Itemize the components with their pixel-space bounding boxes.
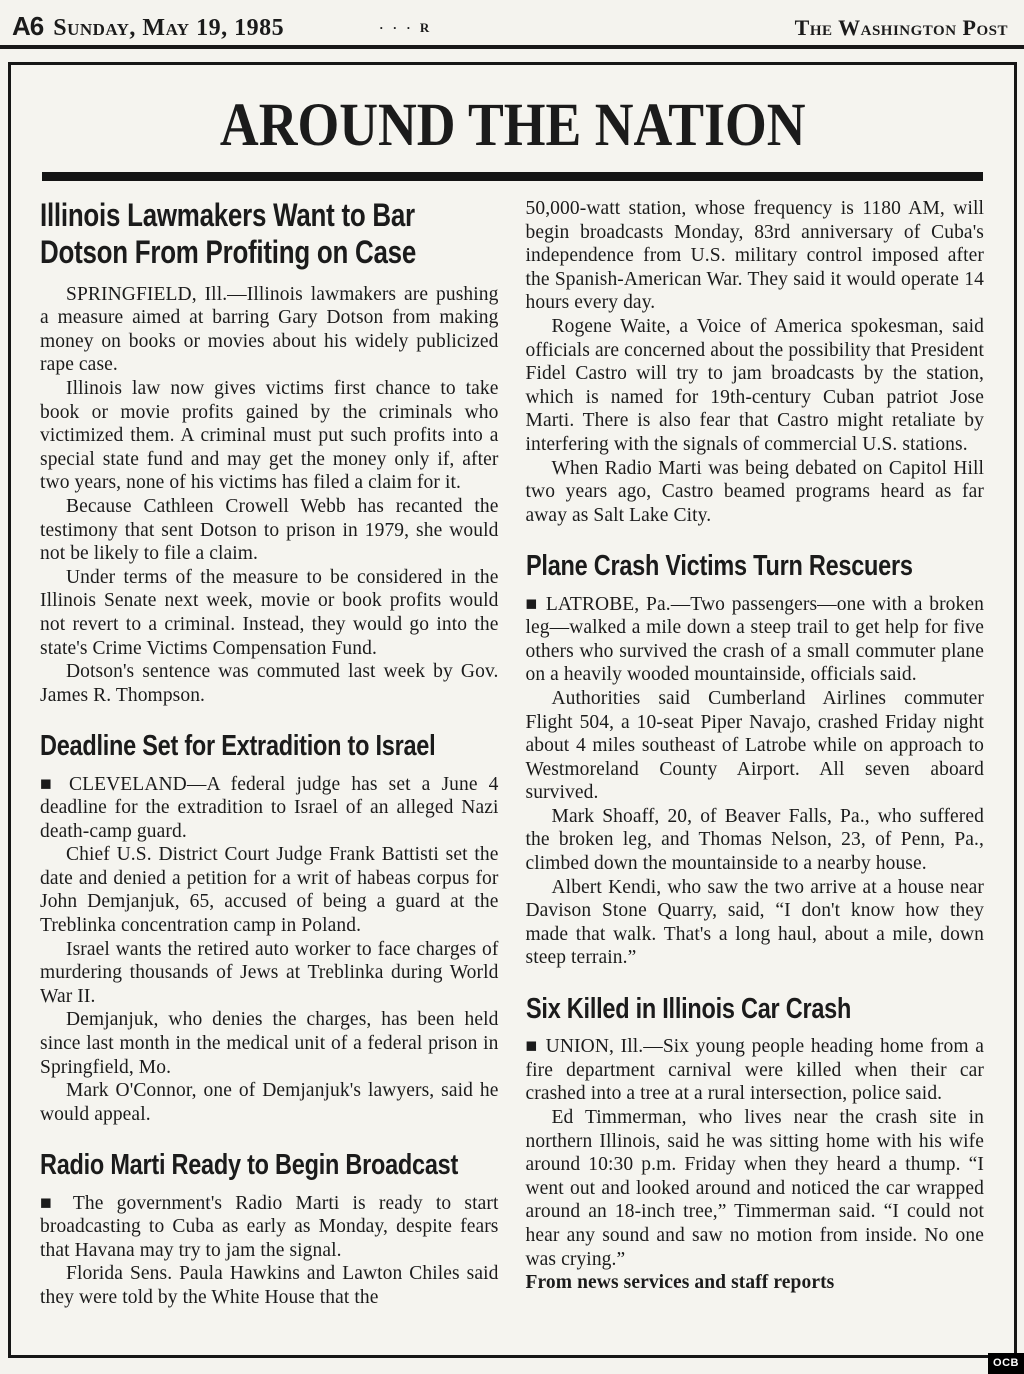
article-headline: Deadline Set for Extradition to Israel [40, 730, 436, 763]
masthead [0, 0, 1024, 42]
article-extradition [40, 729, 499, 1126]
article-paragraph: Mark O'Connor, one of Demjanjuk's lawyers, said he would appeal. [40, 1080, 499, 1125]
article-paragraph: When Radio Marti was being debated on Capitol Hill two years ago, Castro beamed programs heard as far away as Salt Lake City. [525, 457, 984, 526]
around-the-nation-box [8, 62, 1017, 1358]
article-dotson [40, 197, 499, 707]
publication-name: The Washington Post [794, 15, 1008, 40]
column-left [40, 197, 499, 1310]
article-paragraph: SPRINGFIELD, Ill.—Illinois lawmakers are pushing a measure aimed at barring Gary Dotson from making money on books or movies about his widely publicized rape case. [40, 283, 499, 376]
column-right [526, 197, 985, 1310]
article-radio-marti-left [40, 1148, 499, 1309]
article-paragraph: Demjanjuk, who denies the charges, has been held since last month in the medical unit of a federal prison in Springfield, Mo. [40, 1009, 499, 1078]
article-paragraph: ■ The government's Radio Marti is ready to start broadcasting to Cuba as early as Monday, despite fears that Havana may try to jam the signal. [40, 1192, 499, 1261]
article-paragraph: ■ CLEVELAND—A federal judge has set a June 4 deadline for the extradition to Israel of an alleged Nazi death-camp guard. [40, 773, 499, 842]
edition-mark: · · · R [379, 20, 433, 35]
article-headline: Illinois Lawmakers Want to Bar Dotson From Profiting on Case [40, 197, 417, 270]
article-paragraph: Albert Kendi, who saw the two arrive at a house near Davison Stone Quarry, said, “I don't know how they made that walk. That's a long haul, about a mile, down steep terrain.” [525, 876, 984, 969]
article-paragraph: Authorities said Cumberland Airlines commuter Flight 504, a 10-seat Piper Navajo, crashed Friday night about 4 miles southeast of Latrobe while on approach to Westmoreland County Airport. All seven aboard survived. [525, 687, 984, 804]
masthead-rule [0, 45, 1024, 49]
credit-line: From news services and staff reports [525, 1272, 835, 1294]
article-paragraph: ■ UNION, Ill.—Six young people heading home from a fire department carnival were killed when their car crashed into a tree at a rural intersection, police said. [525, 1036, 984, 1105]
article-paragraph: Under terms of the measure to be considered in the Illinois Senate next week, movie or book profits would not revert to a criminal. Instead, they would go into the state's Crime Victims Compensation Fund. [40, 566, 499, 659]
article-paragraph: Rogene Waite, a Voice of America spokesman, said officials are concerned about the possibility that President Fidel Castro will try to jam broadcasts by the station, which is named for 19th-century Cuban patriot Jose Marti. There is also fear that Castro might retaliate by interfering with the signals of commercial U.S. stations. [525, 315, 984, 455]
issue-date: Sunday, May 19, 1985 [53, 15, 285, 41]
article-plane-crash [526, 549, 985, 970]
article-paragraph: Israel wants the retired auto worker to face charges of murdering thousands of Jews at Treblinka during World War II. [40, 938, 499, 1007]
article-paragraph: 50,000-watt station, whose frequency is 1180 AM, will begin broadcasts Monday, 83rd anniversary of Cuba's independence from U.S. military control imposed after the Spanish-American War. They said it would operate 14 hours every day. [525, 198, 984, 314]
article-paragraph: Because Cathleen Crowell Webb has recanted the testimony that sent Dotson to prison in 1979, she would not be likely to file a claim. [40, 495, 499, 565]
article-radio-marti-right [526, 197, 985, 527]
section-title: AROUND THE NATION [219, 92, 806, 159]
article-paragraph: Mark Shoaff, 20, of Beaver Falls, Pa., who suffered the broken leg, and Thomas Nelson, 23, of Penn, Pa., climbed down the mountainside to a nearby house. [525, 805, 984, 875]
article-headline: Plane Crash Victims Turn Rescuers [525, 550, 913, 583]
article-paragraph: Ed Timmerman, who lives near the crash site in northern Illinois, said he was sitting home with his wife around 10:30 p.m. Friday when they heard a thump. “I went out and looked around and noticed the car wrapped around an 18-inch tree,” Timmerman said. “I could not hear any sound and saw no motion from inside. No one was crying.” [525, 1107, 984, 1270]
masthead-left [12, 11, 432, 42]
columns [11, 181, 1014, 1310]
page-number: A6 [12, 11, 44, 41]
article-paragraph: Chief U.S. District Court Judge Frank Battisti set the date and denied a petition for a writ of habeas corpus for John Demjanjuk, 65, accused of being a guard at the Treblinka concentration camp in Poland. [40, 844, 499, 937]
section-title-rule [42, 172, 983, 181]
corner-badge: OCB [988, 1353, 1024, 1374]
article-headline: Six Killed in Illinois Car Crash [525, 993, 851, 1026]
article-paragraph: Illinois law now gives victims first chance to take book or movie profits gained by the criminals who victimized them. A criminal must put such profits into a special state fund and may get the money only if, after two years, none of his victims has filed a claim for it. [40, 377, 499, 494]
article-paragraph: Dotson's sentence was commuted last week by Gov. James R. Thompson. [40, 661, 499, 706]
article-headline: Radio Marti Ready to Begin Broadcast [40, 1149, 459, 1182]
article-car-crash [526, 992, 985, 1295]
article-paragraph: ■ LATROBE, Pa.—Two passengers—one with a broken leg—walked a mile down a steep trail to get help for five others who survived the crash of a small commuter plane on a heavily wooded mountainside, officials said. [525, 593, 984, 686]
article-paragraph: Florida Sens. Paula Hawkins and Lawton Chiles said they were told by the White House that the [40, 1263, 499, 1308]
